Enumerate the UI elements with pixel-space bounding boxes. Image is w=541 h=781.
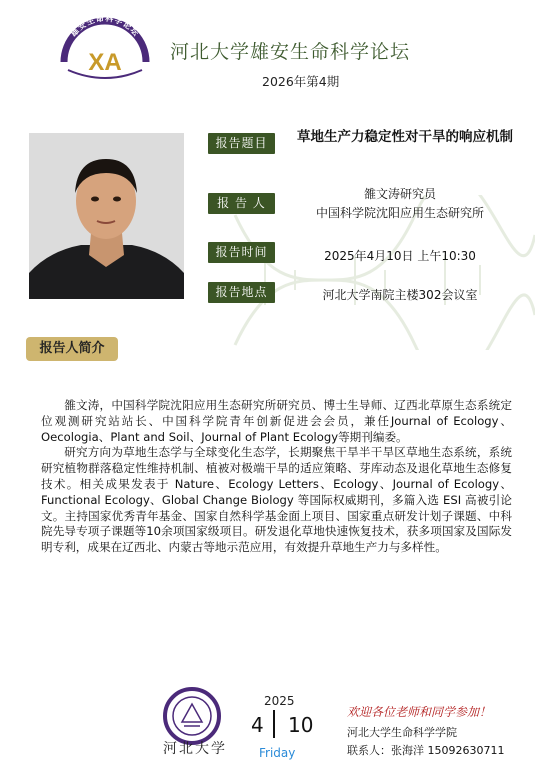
forum-logo — [54, 14, 156, 84]
bio-heading: 报告人简介 — [26, 337, 118, 361]
college-name: 河北大学生命科学学院 — [347, 726, 457, 739]
talk-place: 河北大学南院主楼302会议室 — [322, 288, 478, 302]
topic-label: 报告题目 — [208, 133, 275, 154]
bio-paragraph-2: 研究方向为草地生态学与全球变化生态学，长期聚焦干旱半干旱区草地生态系统，系统研究植物群落稳定性维持机制、植被对极端干旱的适应策略、芽库动态及退化草地生态修复技术。相关成果发表于 Nature、Ecology Letters、Ecology、Journal of Ecology、Functional Ecology、Global Change Biology 等国际权威期刊，多篇入选 ESI 高被引论文。主持国家优秀青年基金、国家自然科学基金面上项目、国家重点研发计划子课题、中科院先导专项子课题等10余项国家级项目。研发退化草地快速恢复技术，获多项国家及国际发明专利，成果在辽西北、内蒙古等地示范应用，有效提升草地生产力与多样性。 — [41, 445, 512, 555]
talk-topic: 草地生产力稳定性对干旱的响应机制 — [297, 129, 513, 145]
date-day: 10 — [288, 713, 314, 737]
date-year: 2025 — [264, 694, 295, 708]
speaker-photo — [29, 133, 184, 299]
date-separator — [273, 710, 275, 738]
speaker-name: 雒文涛研究员 — [363, 187, 436, 201]
invitation-text: 欢迎各位老师和同学参加！ — [347, 705, 492, 719]
talk-time: 2025年4月10日 上午10:30 — [324, 249, 476, 263]
forum-title: 河北大学雄安生命科学论坛 — [170, 41, 411, 63]
time-label: 报告时间 — [208, 242, 275, 263]
university-name: 河北大学 — [163, 741, 227, 757]
issue-number: 2026年第4期 — [262, 74, 340, 89]
date-weekday: Friday — [259, 746, 296, 760]
logo-letters: XA — [88, 49, 122, 76]
bio-paragraph-1: 雒文涛，中国科学院沈阳应用生态研究所研究员、博士生导师、辽西北草原生态系统定位观测研究站站长、中国科学院青年创新促进会会员，兼任Journal of Ecology、Oecologia、Plant and Soil、Journal of Plant Ecology等期刊编委。 — [41, 398, 512, 444]
place-label: 报告地点 — [208, 282, 275, 303]
university-seal-icon — [162, 686, 222, 746]
date-month: 4 — [251, 713, 264, 737]
speaker-label: 报 告 人 — [208, 193, 275, 214]
contact-info: 联系人：张海洋 15092630711 — [347, 744, 505, 757]
bio-text — [41, 398, 512, 556]
speaker-organization: 中国科学院沈阳应用生态研究所 — [315, 206, 484, 220]
logo-ring-text: 雄安生命科学论坛 — [68, 14, 142, 39]
